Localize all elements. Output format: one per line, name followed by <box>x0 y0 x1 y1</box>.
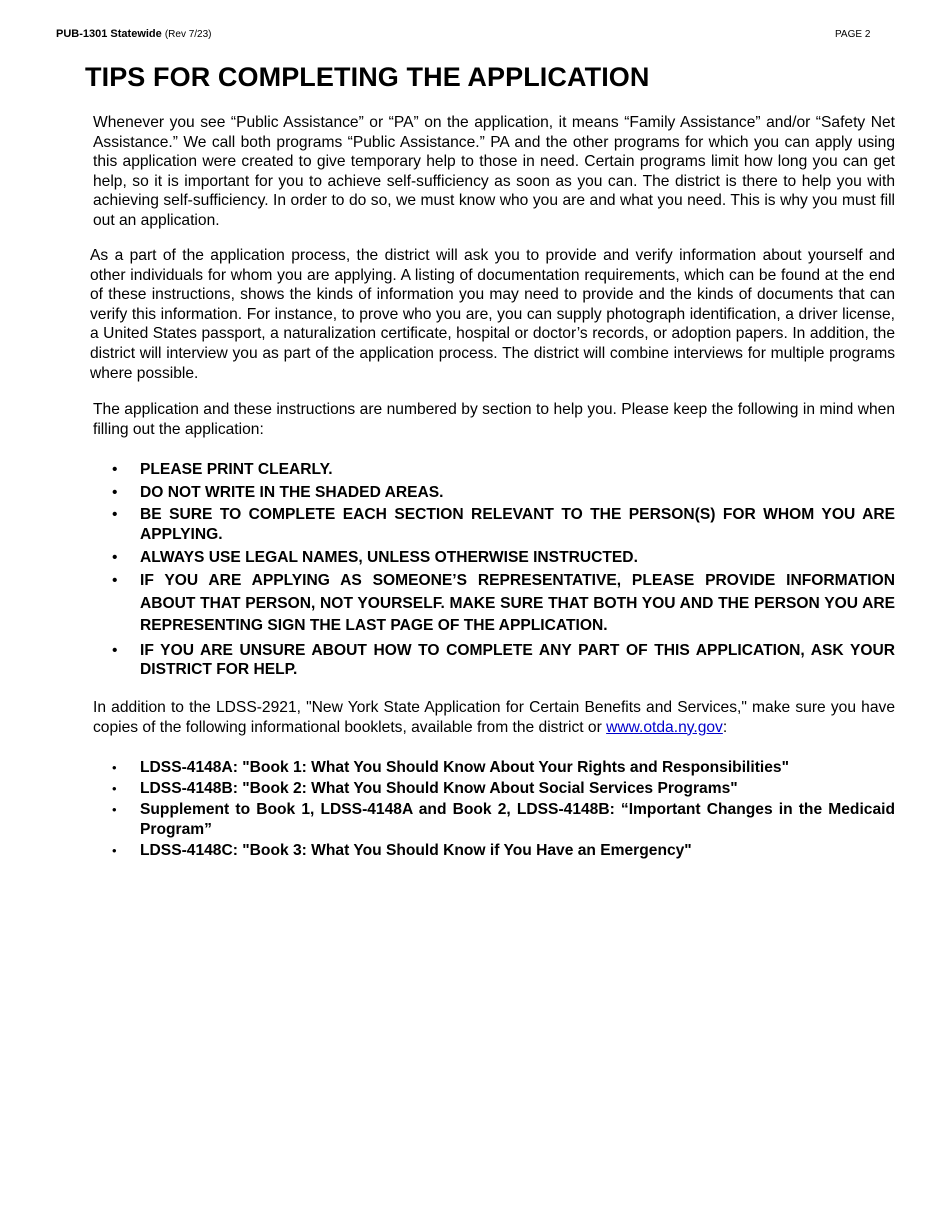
form-id-header <box>56 28 212 40</box>
bullet-icon: • <box>112 641 118 659</box>
tip-text: BE SURE TO COMPLETE EACH SECTION RELEVANT TO THE PERSON(S) FOR WHOM YOU ARE APPLYING. <box>140 506 895 543</box>
bullet-icon: • <box>112 483 118 501</box>
tip-item <box>112 548 895 568</box>
booklet-text: LDSS-4148C: "Book 3: What You Should Know if You Have an Emergency" <box>140 842 692 859</box>
otda-website-link[interactable]: www.otda.ny.gov <box>606 718 723 736</box>
booklet-item <box>112 758 895 778</box>
bullet-icon: • <box>112 802 117 817</box>
bullet-icon: • <box>112 506 118 524</box>
instructions-paragraph: The application and these instructions are numbered by section to help you. Please keep the following in mind when filling out the application: <box>93 401 895 438</box>
booklet-item <box>112 779 895 799</box>
booklet-text: LDSS-4148B: "Book 2: What You Should Know About Social Services Programs" <box>140 780 738 797</box>
bullet-icon: • <box>112 843 117 858</box>
tip-text: DO NOT WRITE IN THE SHADED AREAS. <box>140 483 444 501</box>
application-process-paragraph: As a part of the application process, the district will ask you to provide and verify information about yourself and other individuals for whom you are applying. A listing of documentation requirements, which can be found at the end of these instructions, shows the kinds of information you may need to provide and the kinds of documents that can verify this information. For instance, to prove who you are, you can supply photograph identification, a driver license, a United States passport, a naturalization certificate, hospital or doctor’s records, or adoption papers. In addition, the district will interview you as part of the application process. The district will combine interviews for multiple programs where possible. <box>90 247 895 382</box>
booklet-item <box>112 841 895 861</box>
tip-item <box>112 570 895 638</box>
booklets-intro-text: In addition to the LDSS-2921, "New York State Application for Certain Benefits and Services," make sure you have copies of the following informational booklets, available from the district or <box>93 699 895 736</box>
intro-paragraph: Whenever you see “Public Assistance” or “PA” on the application, it means “Family Assistance” and/or “Safety Net Assistance.” We call both programs “Public Assistance.” PA and the other programs for which you can apply using this application were created to give temporary help to those in need. Certain programs limit how long you can get help, so it is important for you to achieve self-sufficiency as soon as you can. The district is there to help you with achieving self-sufficiency. In order to do so, we must know who you are and what you need. This is why you must fill out an application. <box>93 114 895 229</box>
booklets-list <box>112 758 895 862</box>
form-revision: (Rev 7/23) <box>164 29 212 40</box>
tip-text: IF YOU ARE APPLYING AS SOMEONE’S REPRESENTATIVE, PLEASE PROVIDE INFORMATION ABOUT THAT PERSON, NOT YOURSELF. MAKE SURE THAT BOTH YOU AND THE PERSON YOU ARE REPRESENTING SIGN THE LAST PAGE OF THE APPLICATION. <box>140 572 895 635</box>
tip-text: IF YOU ARE UNSURE ABOUT HOW TO COMPLETE ANY PART OF THIS APPLICATION, ASK YOUR DISTRICT FOR HELP. <box>140 641 895 679</box>
booklet-text: Supplement to Book 1, LDSS-4148A and Book 2, LDSS-4148B: “Important Changes in the Medicaid Program” <box>140 801 895 838</box>
bullet-icon: • <box>112 781 117 796</box>
tip-text: ALWAYS USE LEGAL NAMES, UNLESS OTHERWISE INSTRUCTED. <box>140 548 638 566</box>
tip-item <box>112 505 895 544</box>
tip-item <box>112 460 895 480</box>
bullet-icon: • <box>112 760 117 775</box>
booklets-paragraph <box>93 698 895 737</box>
form-id: PUB-1301 Statewide <box>56 28 162 40</box>
page-title: TIPS FOR COMPLETING THE APPLICATION <box>85 62 650 92</box>
booklet-item <box>112 800 895 840</box>
bullet-icon: • <box>112 461 118 478</box>
tip-item <box>112 483 895 503</box>
tip-item <box>112 641 895 680</box>
bullet-icon: • <box>112 548 118 566</box>
page-number: PAGE 2 <box>835 29 871 40</box>
booklet-text: LDSS-4148A: "Book 1: What You Should Know About Your Rights and Responsibilities" <box>140 759 789 776</box>
booklets-intro-end: : <box>722 718 728 736</box>
bullet-icon: • <box>112 572 118 590</box>
tip-text: PLEASE PRINT CLEARLY. <box>140 461 333 478</box>
tips-list <box>112 460 895 683</box>
